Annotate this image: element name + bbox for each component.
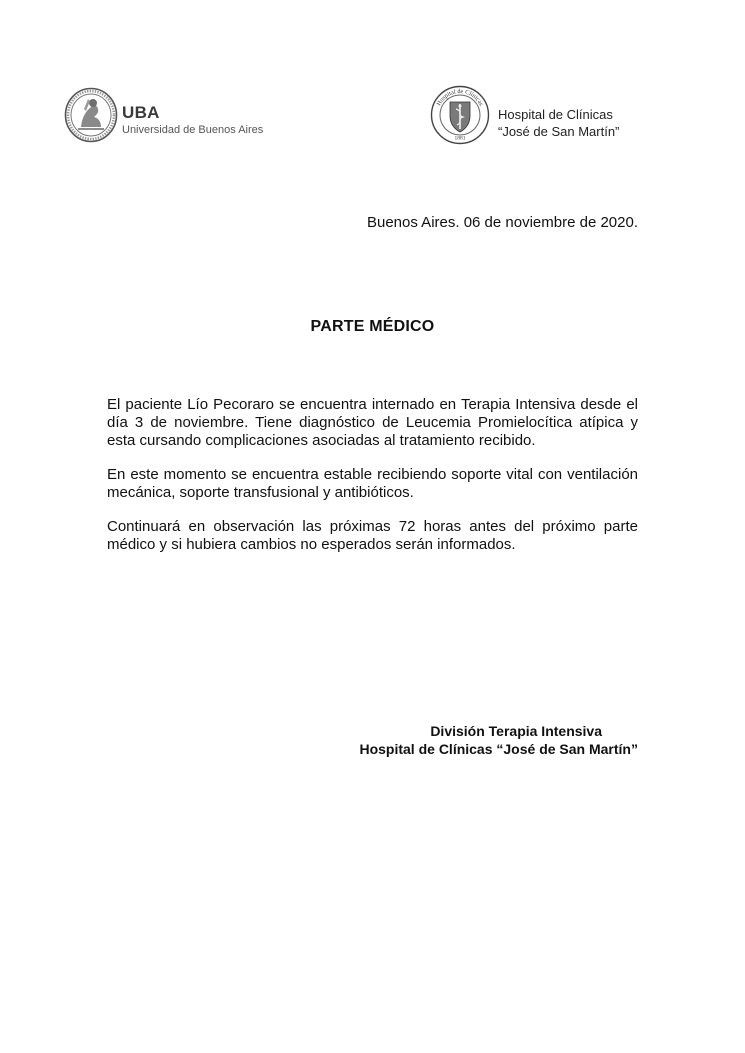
signature-hospital: Hospital de Clínicas “José de San Martín”: [359, 741, 638, 757]
signature-division: División Terapia Intensiva: [430, 723, 602, 739]
body-paragraph: Continuará en observación las próximas 72 horas antes del próximo parte médico y si hubiera cambios no esperados serán informados.: [107, 518, 638, 553]
signature-block: [359, 722, 638, 758]
uba-acronym: UBA: [122, 103, 160, 122]
uba-seal-logo: [64, 87, 118, 143]
body-paragraph: El paciente Lío Pecoraro se encuentra internado en Terapia Intensiva desde el día 3 de noviembre. Tiene diagnóstico de Leucemia Promielocítica atípica y esta cursando complicaciones asociadas al tratamiento recibido.: [107, 396, 638, 449]
hospital-name-line2: “José de San Martín”: [498, 124, 620, 139]
uba-logo-text: [122, 104, 263, 137]
hospital-name: [498, 106, 619, 140]
svg-text:Hospital de Clínicas: Hospital de Clínicas: [435, 87, 485, 108]
hospital-seal-logo: [430, 85, 490, 145]
document-body: [107, 396, 638, 570]
document-date: Buenos Aires. 06 de noviembre de 2020.: [366, 214, 638, 231]
uba-full-name: Universidad de Buenos Aires: [122, 124, 264, 136]
hospital-name-line1: Hospital de Clínicas: [498, 107, 613, 122]
document-title: PARTE MÉDICO: [310, 318, 435, 335]
svg-text:1881: 1881: [454, 135, 466, 142]
body-paragraph: En este momento se encuentra estable recibiendo soporte vital con ventilación mecánica, soporte transfusional y antibióticos.: [107, 466, 638, 501]
